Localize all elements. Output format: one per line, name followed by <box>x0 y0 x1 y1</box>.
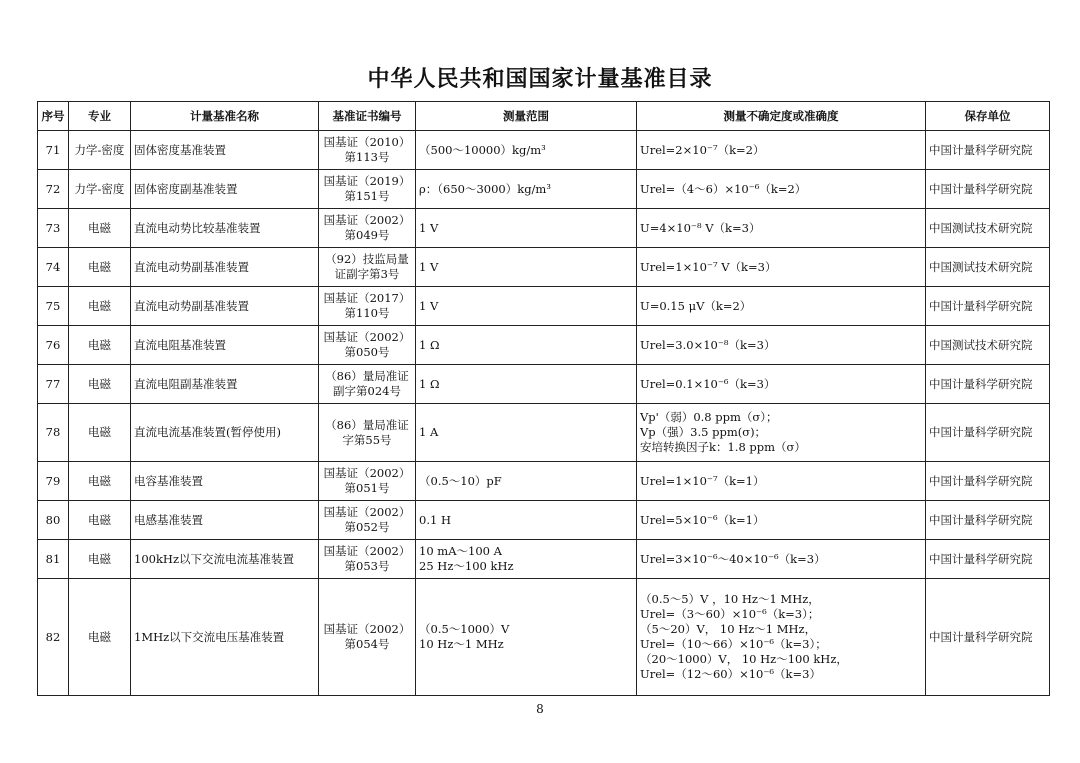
cell-field: 电磁 <box>69 579 131 696</box>
cell-field: 电磁 <box>69 501 131 540</box>
range-line: 0.1 H <box>419 512 451 527</box>
cell-uncertainty <box>637 501 926 540</box>
table-header-row <box>38 102 1050 131</box>
cell-field: 电磁 <box>69 540 131 579</box>
cell-field: 电磁 <box>69 287 131 326</box>
cell-certificate <box>319 540 416 579</box>
cell-certificate <box>319 579 416 696</box>
cell-uncertainty <box>637 287 926 326</box>
certificate-line: （86）量局准证 <box>325 369 409 383</box>
cell-uncertainty <box>637 540 926 579</box>
col-header: 测量范围 <box>416 102 637 131</box>
cell-range <box>416 404 637 462</box>
col-header: 基准证书编号 <box>319 102 416 131</box>
certificate-line: 国基证（2019） <box>323 174 411 188</box>
cell-field: 力学-密度 <box>69 131 131 170</box>
uncertainty-line: Urel=（12～60）×10⁻⁶（k=3） <box>640 667 821 681</box>
cell-number: 74 <box>38 248 69 287</box>
cell-standard-name: 直流电动势副基准装置 <box>131 287 319 326</box>
cell-certificate <box>319 404 416 462</box>
cell-uncertainty <box>637 365 926 404</box>
cell-institution: 中国计量科学研究院 <box>926 501 1050 540</box>
certificate-line: 国基证（2002） <box>323 213 411 227</box>
cell-institution: 中国计量科学研究院 <box>926 462 1050 501</box>
cell-field: 力学-密度 <box>69 170 131 209</box>
cell-uncertainty <box>637 462 926 501</box>
certificate-line: 国基证（2002） <box>323 330 411 344</box>
cell-number: 80 <box>38 501 69 540</box>
cell-standard-name: 直流电流基准装置(暂停使用) <box>131 404 319 462</box>
cell-certificate <box>319 170 416 209</box>
cell-institution: 中国计量科学研究院 <box>926 579 1050 696</box>
cell-range <box>416 209 637 248</box>
cell-institution: 中国计量科学研究院 <box>926 131 1050 170</box>
table-body <box>38 131 1050 696</box>
table-row <box>38 248 1050 287</box>
cell-field: 电磁 <box>69 462 131 501</box>
table-row <box>38 579 1050 696</box>
cell-number: 73 <box>38 209 69 248</box>
certificate-line: 副字第024号 <box>333 384 401 398</box>
uncertainty-line: Urel=1×10⁻⁷（k=1） <box>640 473 765 488</box>
cell-field: 电磁 <box>69 248 131 287</box>
range-line: 1 Ω <box>419 376 440 391</box>
range-line: 1 Ω <box>419 337 440 352</box>
cell-number: 76 <box>38 326 69 365</box>
cell-range <box>416 170 637 209</box>
col-header: 计量基准名称 <box>131 102 319 131</box>
cell-range <box>416 287 637 326</box>
cell-uncertainty <box>637 131 926 170</box>
cell-range <box>416 131 637 170</box>
cell-certificate <box>319 326 416 365</box>
cell-number: 81 <box>38 540 69 579</box>
cell-institution: 中国测试技术研究院 <box>926 326 1050 365</box>
cell-number: 75 <box>38 287 69 326</box>
table-row <box>38 501 1050 540</box>
cell-standard-name: 直流电动势比较基准装置 <box>131 209 319 248</box>
cell-field: 电磁 <box>69 326 131 365</box>
uncertainty-line: Urel=2×10⁻⁷（k=2） <box>640 142 765 157</box>
uncertainty-line: Vp'（弱）0.8 ppm（σ）； <box>640 410 778 424</box>
certificate-line: 第052号 <box>344 520 390 534</box>
cell-standard-name: 直流电阻副基准装置 <box>131 365 319 404</box>
certificate-line: 第049号 <box>344 228 390 242</box>
certificate-line: 国基证（2002） <box>323 622 411 636</box>
col-header: 序号 <box>38 102 69 131</box>
certificate-line: 字第55号 <box>342 432 392 447</box>
cell-certificate <box>319 287 416 326</box>
cell-institution: 中国测试技术研究院 <box>926 248 1050 287</box>
cell-uncertainty <box>637 248 926 287</box>
uncertainty-line: Urel=5×10⁻⁶（k=1） <box>640 512 765 527</box>
certificate-line: （86）量局准证 <box>325 417 409 432</box>
cell-number: 72 <box>38 170 69 209</box>
cell-field: 电磁 <box>69 404 131 462</box>
certificate-line: 国基证（2002） <box>323 466 411 480</box>
page-number: 8 <box>536 702 544 716</box>
range-line: 25 Hz～100 kHz <box>419 559 514 573</box>
uncertainty-line: Urel=1×10⁻⁷ V（k=3） <box>640 259 777 274</box>
range-line: 1 A <box>419 425 439 439</box>
cell-institution: 中国计量科学研究院 <box>926 404 1050 462</box>
uncertainty-line: U=4×10⁻⁸ V（k=3） <box>640 220 761 235</box>
cell-certificate <box>319 365 416 404</box>
uncertainty-line: Urel=（4～6）×10⁻⁶（k=2） <box>640 181 807 196</box>
range-line: 10 Hz～1 MHz <box>419 637 504 651</box>
table-row <box>38 131 1050 170</box>
range-line: 1 V <box>419 220 439 235</box>
certificate-line: 第050号 <box>344 345 390 359</box>
cell-standard-name: 固体密度副基准装置 <box>131 170 319 209</box>
cell-standard-name: 1MHz以下交流电压基准装置 <box>131 579 319 696</box>
table-row <box>38 462 1050 501</box>
certificate-line: 国基证（2010） <box>323 135 411 149</box>
range-line: 1 V <box>419 259 439 274</box>
certificate-line: （92）技监局量 <box>325 252 409 266</box>
cell-certificate <box>319 131 416 170</box>
page-title: 中华人民共和国国家计量基准目录 <box>367 67 713 92</box>
cell-number: 82 <box>38 579 69 696</box>
cell-range <box>416 248 637 287</box>
cell-uncertainty <box>637 579 926 696</box>
certificate-line: 第113号 <box>344 150 390 164</box>
cell-standard-name: 电感基准装置 <box>131 501 319 540</box>
cell-uncertainty <box>637 326 926 365</box>
cell-field: 电磁 <box>69 365 131 404</box>
uncertainty-line: Urel=3×10⁻⁶～40×10⁻⁶（k=3） <box>640 551 826 566</box>
col-header: 专业 <box>69 102 131 131</box>
cell-uncertainty <box>637 209 926 248</box>
cell-standard-name: 100kHz以下交流电流基准装置 <box>131 540 319 579</box>
cell-institution: 中国计量科学研究院 <box>926 365 1050 404</box>
cell-certificate <box>319 501 416 540</box>
cell-range <box>416 579 637 696</box>
cell-uncertainty <box>637 170 926 209</box>
certificate-line: 国基证（2002） <box>323 505 411 519</box>
range-line: 10 mA～100 A <box>419 544 502 558</box>
cell-standard-name: 直流电动势副基准装置 <box>131 248 319 287</box>
uncertainty-line: Urel=3.0×10⁻⁸（k=3） <box>640 337 776 352</box>
uncertainty-line: （20～1000）V， 10 Hz～100 kHz， <box>640 652 848 666</box>
range-line: （0.5～1000）V <box>419 622 510 636</box>
cell-range <box>416 540 637 579</box>
cell-institution: 中国计量科学研究院 <box>926 287 1050 326</box>
cell-range <box>416 501 637 540</box>
cell-certificate <box>319 209 416 248</box>
certificate-line: 国基证（2002） <box>323 544 411 558</box>
cell-standard-name: 固体密度基准装置 <box>131 131 319 170</box>
uncertainty-line: 安培转换因子k：1.8 ppm（σ） <box>640 440 806 454</box>
cell-number: 71 <box>38 131 69 170</box>
cell-institution: 中国计量科学研究院 <box>926 170 1050 209</box>
cell-field: 电磁 <box>69 209 131 248</box>
certificate-line: 第110号 <box>344 306 390 320</box>
cell-certificate <box>319 248 416 287</box>
certificate-line: 第151号 <box>344 189 390 203</box>
table-row <box>38 209 1050 248</box>
cell-number: 77 <box>38 365 69 404</box>
col-header: 测量不确定度或准确度 <box>637 102 926 131</box>
table-row <box>38 365 1050 404</box>
cell-range <box>416 326 637 365</box>
cell-range <box>416 462 637 501</box>
range-line: （0.5～10）pF <box>419 473 502 488</box>
range-line: 1 V <box>419 298 439 313</box>
certificate-line: 第054号 <box>344 637 390 651</box>
range-line: ρ：（650～3000）kg/m³ <box>419 181 551 196</box>
cell-number: 78 <box>38 404 69 462</box>
table-row <box>38 540 1050 579</box>
cell-range <box>416 365 637 404</box>
cell-standard-name: 电容基准装置 <box>131 462 319 501</box>
uncertainty-line: （0.5～5）V ，10 Hz～1 MHz， <box>640 592 820 606</box>
col-header: 保存单位 <box>926 102 1050 131</box>
table-row <box>38 287 1050 326</box>
uncertainty-line: U=0.15 μV（k=2） <box>640 298 752 313</box>
table-row <box>38 404 1050 462</box>
range-line: （500～10000）kg/m³ <box>419 142 546 157</box>
certificate-line: 国基证（2017） <box>323 291 411 305</box>
cell-institution: 中国测试技术研究院 <box>926 209 1050 248</box>
uncertainty-line: Vp（强）3.5 ppm(σ)； <box>640 425 767 439</box>
table-row <box>38 326 1050 365</box>
uncertainty-line: Urel=0.1×10⁻⁶（k=3） <box>640 376 776 391</box>
uncertainty-line: Urel=（3～60）×10⁻⁶（k=3）； <box>640 607 820 621</box>
cell-standard-name: 直流电阻基准装置 <box>131 326 319 365</box>
certificate-line: 证副字第3号 <box>334 267 400 281</box>
certificate-line: 第053号 <box>344 559 390 573</box>
uncertainty-line: Urel=（10～66）×10⁻⁶（k=3）； <box>640 637 827 651</box>
uncertainty-line: （5～20）V， 10 Hz～1 MHz， <box>640 622 817 636</box>
standards-table <box>37 101 1050 696</box>
table-row <box>38 170 1050 209</box>
cell-number: 79 <box>38 462 69 501</box>
cell-uncertainty <box>637 404 926 462</box>
cell-institution: 中国计量科学研究院 <box>926 540 1050 579</box>
cell-certificate <box>319 462 416 501</box>
certificate-line: 第051号 <box>344 481 390 495</box>
